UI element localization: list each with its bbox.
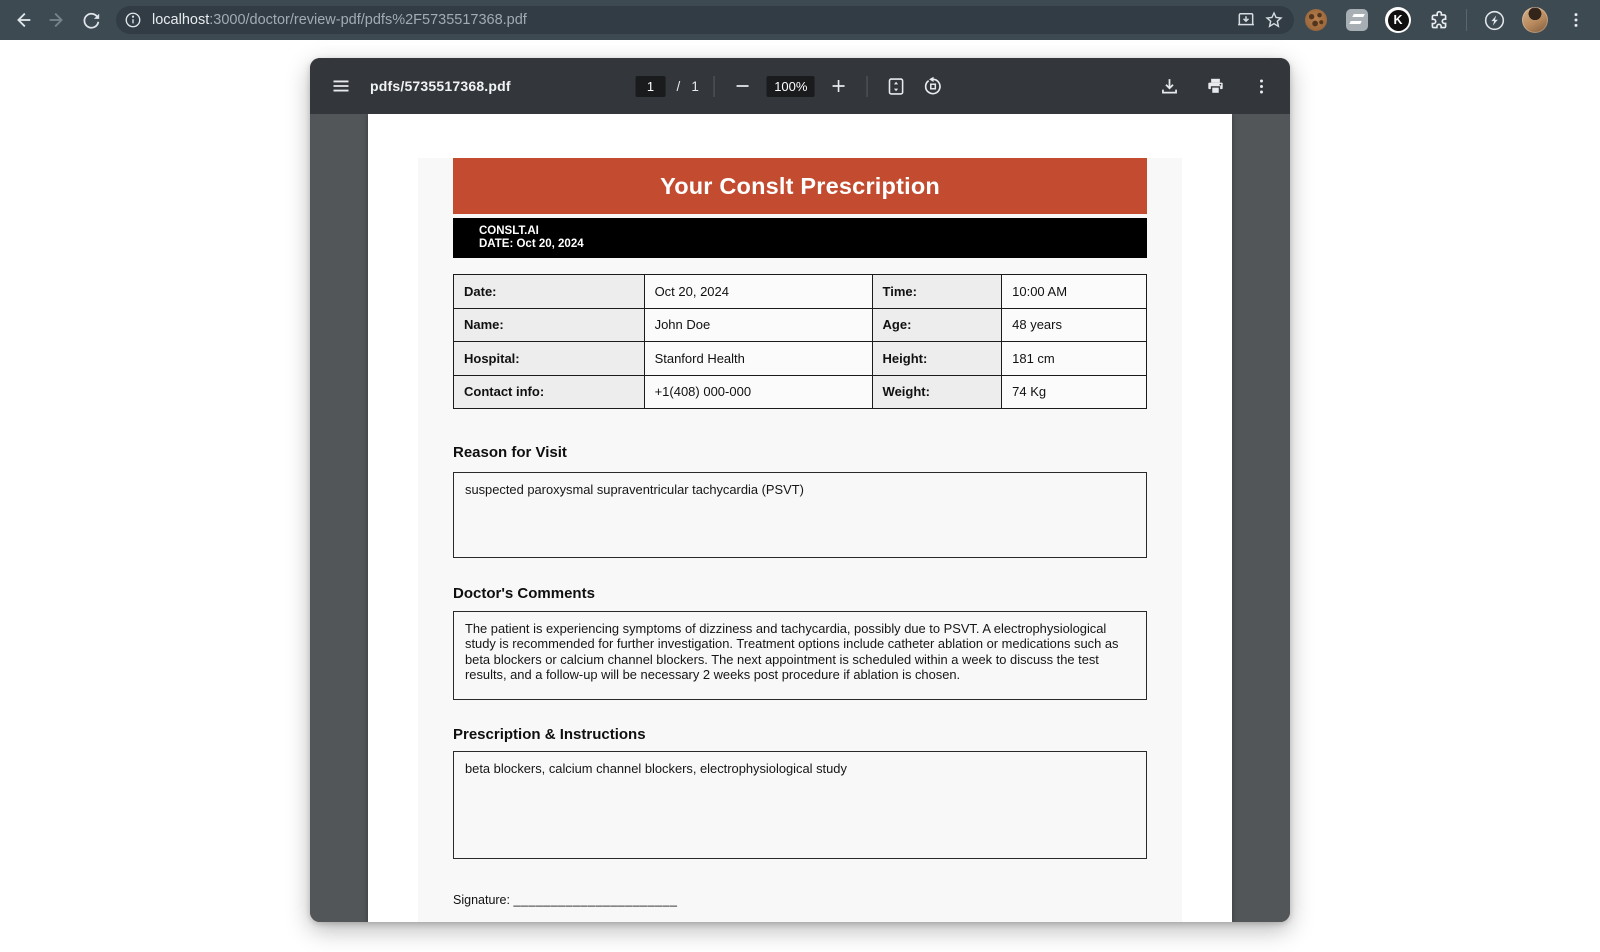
avatar-image <box>1522 7 1548 33</box>
pdf-toolbar <box>310 58 1290 114</box>
reason-for-visit-heading: Reason for Visit <box>453 444 567 461</box>
age-value: 48 years <box>1002 308 1147 342</box>
page-total: 1 <box>691 78 699 94</box>
name-value: John Doe <box>644 308 872 342</box>
bookmark-star-button[interactable] <box>1260 6 1288 34</box>
toolbar-separator <box>867 76 868 97</box>
signature-row <box>453 893 1147 907</box>
k-logo-icon: K <box>1385 7 1411 33</box>
zoom-level-input[interactable] <box>767 76 815 97</box>
pdf-viewer-frame <box>310 58 1290 922</box>
weight-value: 74 Kg <box>1002 375 1147 409</box>
height-label: Height: <box>872 342 1002 376</box>
reason-for-visit-box: suspected paroxysmal supraventricular tachycardia (PSVT) <box>453 472 1147 558</box>
reload-button[interactable] <box>74 3 108 37</box>
pdf-page <box>368 114 1232 922</box>
contact-value: +1(408) 000-000 <box>644 375 872 409</box>
weight-label: Weight: <box>872 375 1002 409</box>
pdf-viewport[interactable] <box>310 114 1290 922</box>
hamburger-icon <box>331 76 351 96</box>
height-value: 181 cm <box>1002 342 1147 376</box>
document-title: Your Conslt Prescription <box>660 172 940 199</box>
plus-icon <box>830 77 848 95</box>
reload-icon <box>81 10 102 31</box>
url-text[interactable] <box>152 12 1232 28</box>
table-row <box>454 342 1147 376</box>
zoom-out-button[interactable] <box>730 73 756 99</box>
signature-label: Signature: <box>453 893 510 907</box>
print-icon <box>1205 76 1226 97</box>
rotate-icon <box>922 76 943 97</box>
cookie-icon <box>1305 9 1327 31</box>
install-app-icon <box>1236 10 1256 30</box>
sidebar-menu-button[interactable] <box>328 73 354 99</box>
forward-arrow-icon <box>46 9 68 31</box>
minus-icon <box>734 77 752 95</box>
date-value: Oct 20, 2024 <box>644 275 872 309</box>
omnibox[interactable] <box>116 6 1294 34</box>
date-label: Date: <box>454 275 645 309</box>
page-divider: / <box>676 78 681 94</box>
time-label: Time: <box>872 275 1002 309</box>
name-label: Name: <box>454 308 645 342</box>
org-name: CONSLT.AI <box>479 225 539 237</box>
time-value: 10:00 AM <box>1002 275 1147 309</box>
fit-page-icon <box>885 76 906 97</box>
page-number-input[interactable] <box>636 76 666 97</box>
fit-page-button[interactable] <box>883 73 909 99</box>
extension-k-button[interactable] <box>1384 6 1412 34</box>
pdf-document-title: pdfs/5735517368.pdf <box>370 78 511 94</box>
striped-square-icon <box>1346 9 1368 31</box>
pdf-page-zoom-controls <box>636 58 946 114</box>
zoom-in-button[interactable] <box>826 73 852 99</box>
browser-menu-button[interactable] <box>1562 6 1590 34</box>
extension-cookie-button[interactable] <box>1302 6 1330 34</box>
table-row <box>454 275 1147 309</box>
back-arrow-icon <box>12 9 34 31</box>
shield-bolt-icon <box>1483 9 1506 32</box>
bookmark-star-icon <box>1264 10 1284 30</box>
extensions-cluster <box>1302 6 1590 34</box>
contact-label: Contact info: <box>454 375 645 409</box>
extension-stripe-button[interactable] <box>1343 6 1371 34</box>
browser-toolbar <box>0 0 1600 40</box>
document-date: DATE: Oct 20, 2024 <box>479 238 584 250</box>
back-button[interactable] <box>6 3 40 37</box>
extension-shield-button[interactable] <box>1480 6 1508 34</box>
toolbar-separator <box>1466 9 1467 31</box>
profile-avatar[interactable] <box>1521 6 1549 34</box>
more-vert-icon <box>1252 77 1271 96</box>
signature-line: ______________________ <box>513 893 678 907</box>
rotate-button[interactable] <box>920 73 946 99</box>
download-icon <box>1159 76 1180 97</box>
doctors-comments-heading: Doctor's Comments <box>453 585 595 602</box>
prescription-heading: Prescription & Instructions <box>453 726 646 743</box>
document-meta-banner <box>453 218 1147 258</box>
toolbar-separator <box>714 76 715 97</box>
pdf-more-options-button[interactable] <box>1248 73 1274 99</box>
forward-button[interactable] <box>40 3 74 37</box>
table-row <box>454 375 1147 409</box>
puzzle-icon <box>1428 9 1450 31</box>
url-host: localhost <box>152 12 210 28</box>
doctors-comments-box: The patient is experiencing symptoms of dizziness and tachycardia, possibly due to PSVT. A electrophysiological study is recommended for further investigation. Treatment options include catheter ablation or medications such as beta blockers or calcium channel blockers. The next appointment is scheduled within a week to discuss the test results, and a follow-up will be necessary 2 weeks post procedure if ablation is chosen. <box>453 611 1147 700</box>
extensions-puzzle-button[interactable] <box>1425 6 1453 34</box>
prescription-box: beta blockers, calcium channel blockers, electrophysiological study <box>453 751 1147 859</box>
table-row <box>454 308 1147 342</box>
install-app-button[interactable] <box>1232 6 1260 34</box>
prescription-document <box>418 158 1182 922</box>
hospital-label: Hospital: <box>454 342 645 376</box>
document-header-banner <box>453 158 1147 214</box>
patient-info-table <box>453 274 1147 409</box>
hospital-value: Stanford Health <box>644 342 872 376</box>
url-path: :3000/doctor/review-pdf/pdfs%2F5735517368.pdf <box>209 12 527 28</box>
more-vert-icon <box>1566 10 1586 30</box>
site-info-icon[interactable] <box>120 7 146 33</box>
print-button[interactable] <box>1202 73 1228 99</box>
age-label: Age: <box>872 308 1002 342</box>
download-button[interactable] <box>1156 73 1182 99</box>
